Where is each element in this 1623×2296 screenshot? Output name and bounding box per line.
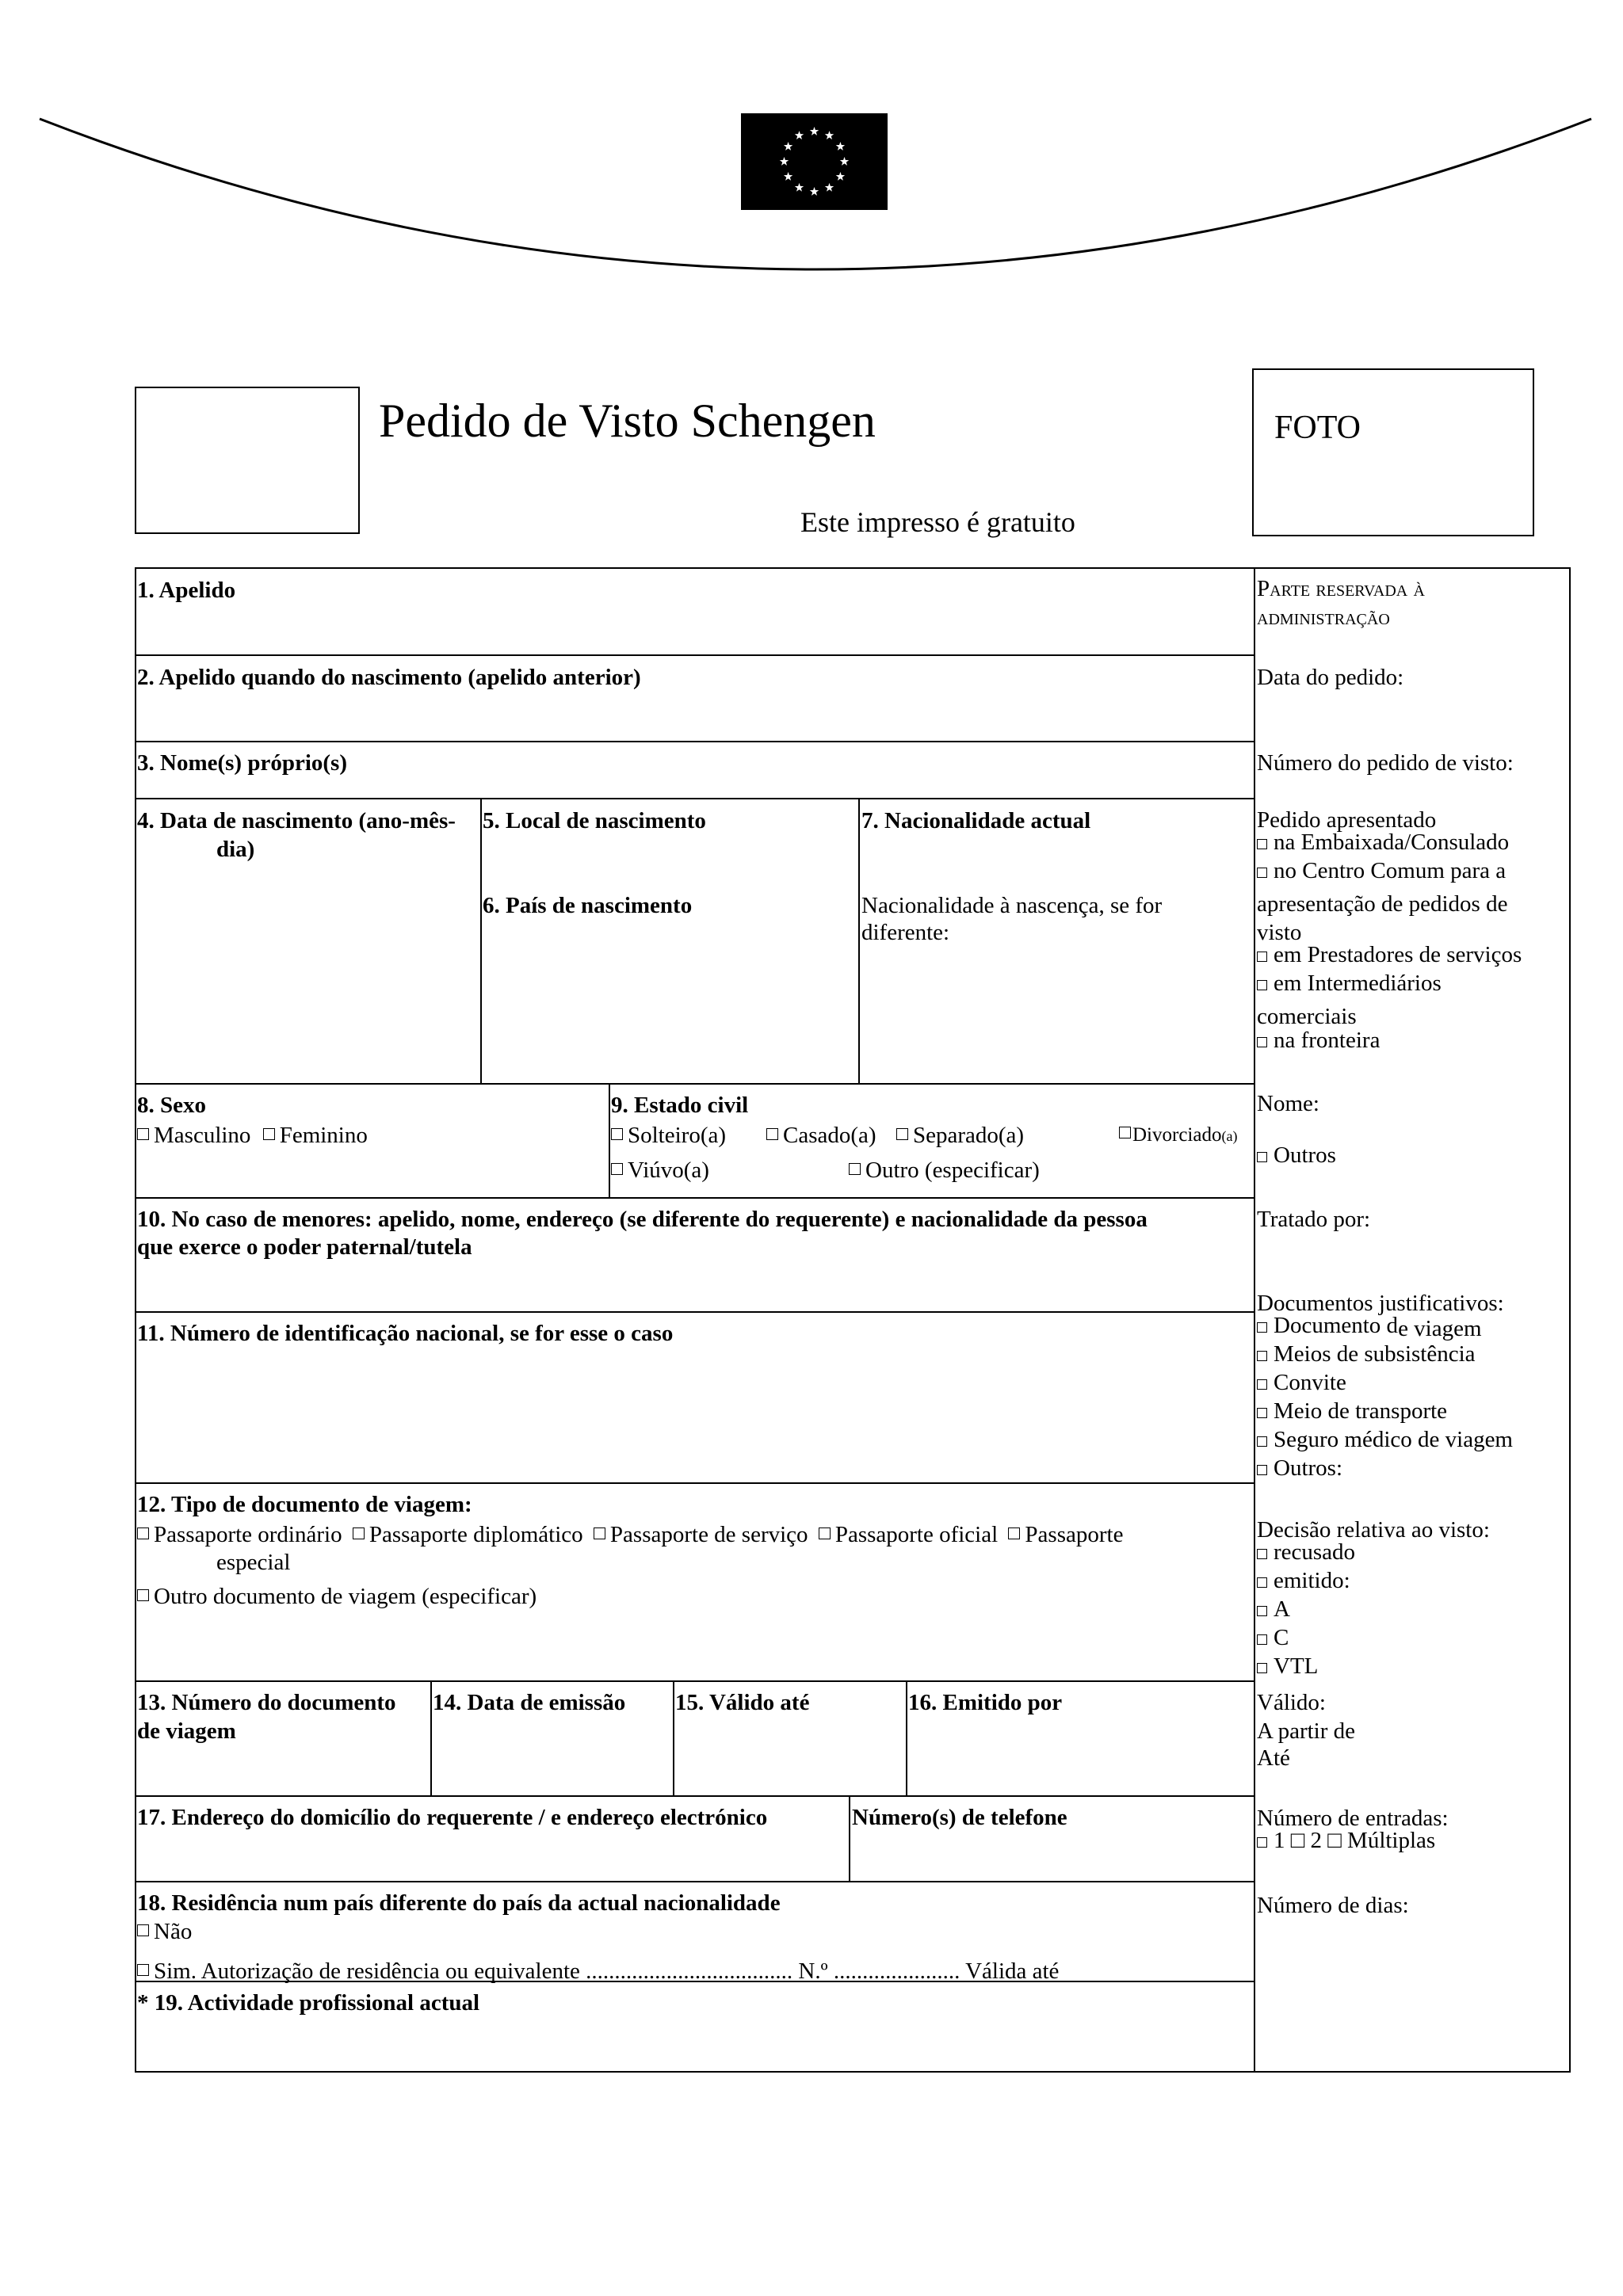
label-doc-insurance: Seguro médico de viagem: [1274, 1427, 1513, 1452]
label-doc-other: Outros:: [1274, 1455, 1342, 1481]
option-official-passport: Passaporte oficial: [834, 1522, 999, 1547]
checkbox-border[interactable]: [1257, 1037, 1267, 1047]
field-surname: 1. Apelido: [137, 578, 236, 603]
field-country-of-birth: 6. País de nascimento: [483, 893, 693, 918]
checkbox-doc-insurance[interactable]: [1257, 1436, 1267, 1447]
checkbox-visa-a[interactable]: [1257, 1606, 1267, 1616]
admin-lodged-common: [1257, 857, 1506, 884]
admin-decision-refused: [1257, 1539, 1355, 1566]
checkbox-married[interactable]: [766, 1128, 778, 1140]
civil-status-other: [849, 1157, 1040, 1184]
admin-lodged-intermediaries-2: comerciais: [1257, 1004, 1357, 1029]
option-divorced-suffix: (a): [1221, 1128, 1238, 1144]
option-married: Casado(a): [783, 1123, 876, 1148]
checkbox-visa-vtl[interactable]: [1257, 1663, 1267, 1673]
field-nationality-at-birth: Nacionalidade à nascença, se for: [861, 893, 1163, 918]
option-male: Masculino: [154, 1123, 251, 1148]
field-travel-doc-number: 13. Número do documento: [137, 1690, 396, 1715]
admin-heading: [1257, 575, 1425, 604]
admin-divider: [1254, 567, 1255, 2073]
sex-options: [137, 1122, 368, 1149]
checkbox-separated[interactable]: [896, 1128, 908, 1140]
label-doc-invitation: Convite: [1274, 1370, 1346, 1395]
cell-divider: [858, 798, 860, 1084]
admin-lodged-intermediaries: [1257, 970, 1442, 997]
checkbox-intermediaries[interactable]: [1257, 980, 1267, 990]
admin-number: Número do pedido de visto:: [1257, 750, 1514, 776]
field-occupation: * 19. Actividade profissional actual: [137, 1990, 480, 2016]
field-first-names: 3. Nome(s) próprio(s): [137, 750, 347, 776]
admin-heading-line1: Parte reservada à: [1257, 576, 1425, 601]
civil-status-row1: [611, 1122, 726, 1149]
admin-docs-means: [1257, 1341, 1476, 1367]
field-minors: 10. No caso de menores: apelido, nome, endereço (se diferente do requerente) e nacionalidade da pessoa: [137, 1207, 1148, 1232]
option-other-status: Outro (especificar): [865, 1158, 1040, 1183]
admin-decision-c: [1257, 1624, 1289, 1651]
option-single: Solteiro(a): [628, 1123, 727, 1148]
field-travel-doc-number-cont: de viagem: [137, 1718, 236, 1744]
admin-docs: Documentos justificativos:: [1257, 1291, 1504, 1316]
checkbox-doc-invitation[interactable]: [1257, 1379, 1267, 1390]
admin-docs-insurance: [1257, 1426, 1513, 1453]
admin-docs-transport: [1257, 1398, 1447, 1425]
admin-date: Data do pedido:: [1257, 665, 1404, 690]
admin-entries-options: [1257, 1827, 1435, 1854]
option-divorced: Divorciado: [1132, 1124, 1222, 1146]
admin-heading-cont: [1257, 604, 1390, 631]
checkbox-other-status[interactable]: [849, 1163, 861, 1175]
free-notice: Este impresso é gratuito: [800, 506, 1075, 538]
photo-label: FOTO: [1274, 410, 1361, 446]
option-special-passport-cont: especial: [216, 1550, 291, 1575]
label-doc-means: Meios de subsistência: [1274, 1341, 1476, 1367]
label-border: na fronteira: [1274, 1028, 1381, 1053]
label-embassy: na Embaixada/Consulado: [1274, 830, 1510, 855]
civil-status-divorced: [1119, 1122, 1237, 1150]
checkbox-residence-no[interactable]: [137, 1924, 149, 1936]
field-issued-by: 16. Emitido por: [908, 1690, 1063, 1715]
checkbox-special-passport[interactable]: [1008, 1527, 1020, 1539]
option-ordinary-passport: Passaporte ordinário: [154, 1522, 342, 1547]
option-special-passport: Passaporte: [1025, 1522, 1124, 1547]
row-line: [135, 1311, 1255, 1313]
checkbox-diplomatic-passport[interactable]: [353, 1527, 365, 1539]
field-travel-doc-type: 12. Tipo de documento de viagem:: [137, 1492, 472, 1517]
row-line: [135, 1083, 1255, 1085]
option-female: Feminino: [279, 1123, 368, 1148]
field-residence: 18. Residência num país diferente do país da actual nacionalidade: [137, 1890, 781, 1916]
row-line: [135, 654, 1255, 656]
option-widowed: Viúvo(a): [628, 1158, 709, 1183]
option-residence-no: Não: [154, 1919, 193, 1944]
label-doc-travel-b: e viagem: [1398, 1316, 1482, 1341]
row-line: [135, 1482, 1255, 1484]
label-visa-a: A: [1274, 1596, 1290, 1622]
admin-valid-from: A partir de: [1257, 1718, 1356, 1744]
label-entries-options: 1 □ 2 □ Múltiplas: [1274, 1828, 1436, 1853]
civil-status-separated: [896, 1122, 1024, 1149]
admin-name: Nome:: [1257, 1091, 1319, 1116]
row-line: [135, 1795, 1255, 1797]
checkbox-male[interactable]: [137, 1128, 149, 1140]
checkbox-issued[interactable]: [1257, 1577, 1267, 1588]
field-civil-status: 9. Estado civil: [611, 1093, 749, 1118]
residence-no: [137, 1918, 192, 1945]
admin-valid-until: Até: [1257, 1745, 1290, 1771]
admin-decision-a: [1257, 1596, 1290, 1623]
admin-lodged-common-3: visto: [1257, 920, 1302, 945]
admin-heading-line2: administração: [1257, 605, 1390, 630]
label-doc-travel-a: Documento d: [1274, 1313, 1399, 1338]
label-intermediaries: em Intermediários: [1274, 971, 1442, 996]
label-service-providers: em Prestadores de serviços: [1274, 942, 1522, 967]
admin-others: [1257, 1142, 1336, 1169]
label-visa-c: C: [1274, 1625, 1289, 1650]
admin-lodged-common-2: apresentação de pedidos de: [1257, 891, 1508, 917]
checkbox-single[interactable]: [611, 1128, 623, 1140]
admin-lodged-providers: [1257, 941, 1522, 968]
field-issue-date: 14. Data de emissão: [433, 1690, 626, 1715]
form-title: Pedido de Visto Schengen: [379, 395, 876, 447]
checkbox-doc-travel[interactable]: [1257, 1322, 1267, 1333]
option-separated: Separado(a): [913, 1123, 1025, 1148]
admin-decision-issued: [1257, 1567, 1350, 1594]
admin-docs-travel: [1257, 1312, 1482, 1339]
admin-entries: Número de entradas:: [1257, 1806, 1449, 1831]
checkbox-official-passport[interactable]: [819, 1527, 831, 1539]
field-place-of-birth: 5. Local de nascimento: [483, 808, 706, 833]
travel-doc-other: [137, 1583, 537, 1610]
photo-box: [1252, 368, 1534, 536]
row-line: [135, 798, 1255, 799]
admin-days: Número de dias:: [1257, 1893, 1409, 1918]
row-line: [135, 1680, 1255, 1682]
admin-docs-invitation: [1257, 1369, 1346, 1396]
label-common-centre: no Centro Comum para a: [1274, 858, 1507, 883]
field-date-of-birth: 4. Data de nascimento (ano-mês-: [137, 808, 456, 833]
checkbox-ordinary-passport[interactable]: [137, 1527, 149, 1539]
checkbox-widowed[interactable]: [611, 1163, 623, 1175]
row-line: [135, 1197, 1255, 1199]
field-home-address: 17. Endereço do domicílio do requerente / e endereço electrónico: [137, 1805, 768, 1830]
label-refused: recusado: [1274, 1539, 1356, 1565]
checkbox-other-travel-doc[interactable]: [137, 1589, 149, 1601]
cell-divider: [480, 798, 482, 1084]
admin-lodged: Pedido apresentado: [1257, 807, 1437, 833]
field-sex: 8. Sexo: [137, 1093, 206, 1118]
civil-status-married: [766, 1122, 876, 1149]
checkbox-others[interactable]: [1257, 1152, 1267, 1162]
field-nationality: 7. Nacionalidade actual: [861, 808, 1091, 833]
admin-decision: Decisão relativa ao visto:: [1257, 1517, 1490, 1543]
eu-flag-icon: [741, 113, 888, 210]
row-line: [135, 741, 1255, 742]
admin-valid: Válido:: [1257, 1690, 1326, 1715]
option-service-passport: Passaporte de serviço: [609, 1522, 808, 1547]
label-others: Outros: [1274, 1142, 1336, 1168]
checkbox-refused[interactable]: [1257, 1549, 1267, 1559]
field-date-of-birth-cont: dia): [216, 837, 255, 862]
field-nationality-at-birth-cont: diferente:: [861, 920, 950, 945]
checkbox-doc-other[interactable]: [1257, 1465, 1267, 1475]
label-issued: emitido:: [1274, 1568, 1350, 1593]
logo-box: [135, 387, 360, 534]
admin-lodged-border: [1257, 1027, 1380, 1054]
cell-divider: [430, 1680, 432, 1796]
civil-status-widowed: [611, 1157, 709, 1184]
label-visa-vtl: VTL: [1274, 1653, 1319, 1679]
residence-yes: [137, 1958, 1059, 1985]
checkbox-doc-transport[interactable]: [1257, 1408, 1267, 1418]
cell-divider: [906, 1680, 907, 1796]
admin-handled-by: Tratado por:: [1257, 1207, 1371, 1232]
checkbox-residence-yes[interactable]: [137, 1964, 149, 1976]
checkbox-common-centre[interactable]: [1257, 868, 1267, 878]
checkbox-entries-1[interactable]: [1257, 1837, 1267, 1848]
field-valid-until: 15. Válido até: [675, 1690, 810, 1715]
cell-divider: [673, 1680, 674, 1796]
admin-lodged-embassy: [1257, 829, 1509, 856]
option-other-travel-doc: Outro documento de viagem (especificar): [154, 1584, 537, 1609]
label-doc-transport: Meio de transporte: [1274, 1398, 1448, 1424]
field-phone-numbers: Número(s) de telefone: [852, 1805, 1067, 1830]
checkbox-doc-means[interactable]: [1257, 1351, 1267, 1361]
checkbox-embassy[interactable]: [1257, 839, 1267, 849]
checkbox-visa-c[interactable]: [1257, 1634, 1267, 1645]
checkbox-service-providers[interactable]: [1257, 952, 1267, 962]
cell-divider: [609, 1083, 610, 1198]
admin-decision-vtl: [1257, 1653, 1318, 1680]
row-line: [135, 1881, 1255, 1882]
field-surname-at-birth: 2. Apelido quando do nascimento (apelido anterior): [137, 665, 641, 690]
option-diplomatic-passport: Passaporte diplomático: [369, 1522, 583, 1547]
checkbox-service-passport[interactable]: [594, 1527, 605, 1539]
cell-divider: [849, 1795, 850, 1882]
travel-doc-options: [137, 1521, 1123, 1548]
checkbox-divorced[interactable]: [1119, 1127, 1131, 1138]
checkbox-female[interactable]: [263, 1128, 275, 1140]
field-national-id: 11. Número de identificação nacional, se for esse o caso: [137, 1321, 674, 1346]
field-minors-cont: que exerce o poder paternal/tutela: [137, 1234, 472, 1260]
admin-docs-other: [1257, 1455, 1342, 1482]
option-residence-yes: Sim. Autorização de residência ou equivalente .................................... N.º ...................... Válida até: [154, 1958, 1060, 1984]
